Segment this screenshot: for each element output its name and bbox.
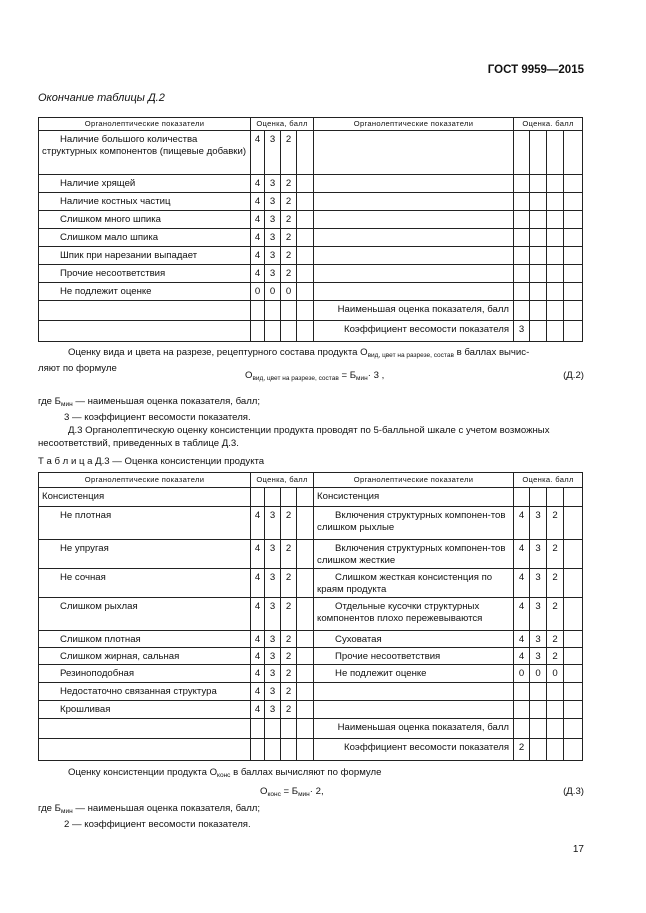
text: Оценку консистенции продукта О — [68, 767, 218, 778]
score-cell — [297, 321, 314, 342]
table-row — [39, 193, 583, 211]
text: 2 — коэффициент весомости показателя. — [64, 819, 251, 830]
score-cell: 3 — [265, 131, 281, 175]
score-cell — [564, 701, 583, 719]
score-cell — [297, 488, 314, 507]
score-cell: 3 — [265, 598, 281, 631]
table-row — [39, 229, 583, 247]
indicator-cell — [39, 739, 251, 761]
subscript: вид, цвет на разрезе, состав — [367, 352, 454, 359]
score-cell: 4 — [251, 631, 265, 648]
document-code: ГОСТ 9959—2015 — [487, 64, 584, 76]
score-cell: 3 — [265, 648, 281, 665]
score-cell — [530, 739, 547, 761]
score-cell — [297, 739, 314, 761]
score-cell: 2 — [281, 683, 297, 701]
text: в баллах вычис- — [453, 347, 530, 358]
score-cell: 0 — [547, 665, 564, 683]
formula-d2-number: (Д.2) — [563, 370, 584, 381]
score-cell: 3 — [514, 321, 530, 342]
score-cell: 3 — [265, 175, 281, 193]
score-cell: 3 — [265, 193, 281, 211]
indicator-cell: Слишком мало шпика — [39, 229, 251, 247]
score-cell — [265, 488, 281, 507]
score-cell: 3 — [265, 683, 281, 701]
score-cell: 4 — [251, 175, 265, 193]
score-cell: 4 — [251, 540, 265, 569]
score-cell — [514, 488, 530, 507]
score-cell: 0 — [514, 665, 530, 683]
score-cell — [514, 683, 530, 701]
score-cell — [530, 247, 547, 265]
score-cell — [281, 488, 297, 507]
score-cell: 2 — [281, 648, 297, 665]
score-cell — [514, 247, 530, 265]
indicator-cell: Включения структурных компонен-тов слишком жесткие — [314, 540, 514, 569]
score-cell — [265, 321, 281, 342]
column-header: Органолептические показатели — [39, 118, 251, 131]
score-cell — [251, 301, 265, 321]
score-cell — [530, 488, 547, 507]
subscript: мин — [60, 401, 73, 408]
score-cell — [564, 175, 583, 193]
score-cell: 4 — [251, 265, 265, 283]
score-cell — [251, 739, 265, 761]
indicator-cell — [314, 683, 514, 701]
table-row — [39, 739, 583, 761]
score-cell — [547, 719, 564, 739]
text: · 3 , — [367, 370, 385, 381]
table-row — [39, 301, 583, 321]
score-cell — [297, 631, 314, 648]
indicator-cell: Прочие несоответствия — [314, 648, 514, 665]
column-header: Оценка, балл — [251, 473, 314, 488]
indicator-cell: Не сочная — [39, 569, 251, 598]
score-cell — [564, 665, 583, 683]
score-cell: 3 — [530, 648, 547, 665]
table-header-row — [39, 473, 583, 488]
score-cell: 2 — [547, 540, 564, 569]
score-cell — [564, 683, 583, 701]
score-cell: 2 — [547, 631, 564, 648]
indicator-cell: Не подлежит оценке — [39, 283, 251, 301]
score-cell — [564, 131, 583, 175]
score-cell — [297, 598, 314, 631]
score-cell: 4 — [514, 569, 530, 598]
indicator-cell: Включения структурных компонен-тов слишком рыхлые — [314, 507, 514, 540]
indicator-cell: Наименьшая оценка показателя, балл — [314, 719, 514, 739]
score-cell — [530, 193, 547, 211]
text: 3 — коэффициент весомости показателя. — [64, 412, 251, 423]
score-cell: 2 — [281, 665, 297, 683]
score-cell — [564, 507, 583, 540]
score-cell — [564, 229, 583, 247]
score-cell — [564, 540, 583, 569]
score-cell: 4 — [251, 211, 265, 229]
text: = Б — [280, 786, 299, 797]
score-cell: 2 — [547, 507, 564, 540]
text: Оценку вида и цвета на разрезе, рецептурного состава продукта О — [68, 347, 368, 358]
score-cell: 3 — [265, 701, 281, 719]
score-cell — [547, 247, 564, 265]
score-cell — [281, 719, 297, 739]
indicator-cell — [39, 301, 251, 321]
score-cell — [547, 321, 564, 342]
text: О — [260, 786, 268, 797]
table-row — [39, 569, 583, 598]
indicator-cell: Слишком жирная, сальная — [39, 648, 251, 665]
score-cell — [251, 321, 265, 342]
table-row — [39, 283, 583, 301]
score-cell — [564, 283, 583, 301]
score-cell — [514, 719, 530, 739]
score-cell — [547, 265, 564, 283]
indicator-cell — [314, 265, 514, 283]
score-cell: 4 — [251, 665, 265, 683]
score-cell: 2 — [281, 229, 297, 247]
indicator-cell — [314, 211, 514, 229]
score-cell — [297, 665, 314, 683]
indicator-cell — [314, 175, 514, 193]
score-cell — [564, 211, 583, 229]
score-cell — [530, 321, 547, 342]
score-cell: 3 — [265, 229, 281, 247]
text: ляют по формуле — [38, 363, 117, 374]
text: О — [245, 370, 253, 381]
formula-d3 — [260, 786, 324, 798]
indicator-cell — [39, 321, 251, 342]
table-row — [39, 648, 583, 665]
table-row — [39, 211, 583, 229]
score-cell: 3 — [265, 507, 281, 540]
score-cell — [564, 265, 583, 283]
score-cell — [297, 283, 314, 301]
score-cell: 0 — [251, 283, 265, 301]
score-cell: 2 — [514, 739, 530, 761]
indicator-cell: Наличие хрящей — [39, 175, 251, 193]
score-cell — [265, 719, 281, 739]
score-cell: 4 — [251, 701, 265, 719]
subscript: мин — [298, 791, 310, 798]
score-cell — [251, 719, 265, 739]
indicator-cell: Наличие большого количества структурных компонентов (пищевые добавки) — [39, 131, 251, 175]
score-cell — [297, 247, 314, 265]
table-d3 — [38, 472, 583, 761]
indicator-cell — [314, 283, 514, 301]
score-cell: 2 — [281, 540, 297, 569]
score-cell: 2 — [281, 265, 297, 283]
score-cell: 0 — [265, 283, 281, 301]
score-cell: 2 — [547, 569, 564, 598]
score-cell — [547, 175, 564, 193]
score-cell — [514, 701, 530, 719]
score-cell — [297, 229, 314, 247]
score-cell — [547, 701, 564, 719]
score-cell — [564, 598, 583, 631]
score-cell: 4 — [251, 507, 265, 540]
indicator-cell: Слишком много шпика — [39, 211, 251, 229]
score-cell — [514, 283, 530, 301]
column-header: Оценка. балл — [514, 118, 583, 131]
column-header: Оценка, балл — [251, 118, 314, 131]
subscript: вид, цвет на разрезе, состав — [252, 375, 339, 382]
score-cell: 3 — [265, 631, 281, 648]
indicator-cell: Наименьшая оценка показателя, балл — [314, 301, 514, 321]
score-cell — [297, 265, 314, 283]
score-cell — [547, 488, 564, 507]
indicator-cell — [314, 193, 514, 211]
score-cell — [530, 175, 547, 193]
formula-d2 — [245, 370, 384, 382]
score-cell — [530, 211, 547, 229]
score-cell — [530, 719, 547, 739]
paragraph-d3-formula-intro — [68, 767, 381, 779]
score-cell: 4 — [251, 598, 265, 631]
score-cell: 2 — [281, 193, 297, 211]
indicator-cell: Наличие костных частиц — [39, 193, 251, 211]
subscript: мин — [356, 375, 368, 382]
indicator-cell: Коэффициент весомости показателя — [314, 739, 514, 761]
score-cell — [297, 569, 314, 598]
formula-d2-legend — [38, 395, 260, 424]
indicator-cell: Консистенция — [314, 488, 514, 507]
score-cell: 4 — [251, 648, 265, 665]
score-cell: 3 — [265, 265, 281, 283]
score-cell — [530, 683, 547, 701]
table-row — [39, 247, 583, 265]
score-cell — [564, 193, 583, 211]
score-cell — [530, 229, 547, 247]
formula-d3-number: (Д.3) — [563, 786, 584, 797]
indicator-cell — [314, 229, 514, 247]
score-cell — [530, 301, 547, 321]
text: · 2, — [309, 786, 324, 797]
score-cell — [297, 648, 314, 665]
score-cell — [564, 488, 583, 507]
table-row — [39, 631, 583, 648]
subscript: конс — [217, 772, 231, 779]
score-cell: 2 — [281, 701, 297, 719]
score-cell — [514, 193, 530, 211]
indicator-cell: Не упругая — [39, 540, 251, 569]
score-cell: 4 — [251, 193, 265, 211]
score-cell: 4 — [514, 598, 530, 631]
score-cell: 4 — [251, 229, 265, 247]
score-cell — [281, 301, 297, 321]
score-cell — [265, 739, 281, 761]
score-cell: 0 — [281, 283, 297, 301]
score-cell — [547, 301, 564, 321]
column-header: Оценка. балл — [514, 473, 583, 488]
score-cell — [265, 301, 281, 321]
column-header: Органолептические показатели — [314, 473, 514, 488]
score-cell: 4 — [251, 247, 265, 265]
indicator-cell: Резиноподобная — [39, 665, 251, 683]
text: Д.3 Органолептическую оценку консистенции продукта проводят по 5-балльной шкале с учетом возможных — [68, 425, 550, 436]
score-cell — [530, 701, 547, 719]
score-cell — [297, 175, 314, 193]
score-cell — [251, 488, 265, 507]
indicator-cell: Отдельные кусочки структурных компонентов плохо пережевываются — [314, 598, 514, 631]
score-cell: 0 — [530, 665, 547, 683]
table-row — [39, 131, 583, 175]
table-header-row — [39, 118, 583, 131]
score-cell — [530, 131, 547, 175]
score-cell: 4 — [514, 507, 530, 540]
score-cell — [564, 719, 583, 739]
table-row — [39, 701, 583, 719]
score-cell: 3 — [530, 540, 547, 569]
score-cell — [547, 683, 564, 701]
score-cell: 3 — [265, 247, 281, 265]
score-cell: 3 — [265, 569, 281, 598]
text: в баллах вычисляют по формуле — [230, 767, 382, 778]
subscript: мин — [60, 808, 73, 815]
score-cell — [297, 507, 314, 540]
table-d2 — [38, 117, 583, 342]
paragraph-d3 — [38, 424, 582, 450]
indicator-cell: Слишком плотная — [39, 631, 251, 648]
score-cell: 3 — [265, 665, 281, 683]
score-cell: 4 — [251, 683, 265, 701]
text: = Б — [338, 370, 357, 381]
score-cell — [297, 131, 314, 175]
score-cell — [530, 265, 547, 283]
score-cell: 2 — [547, 598, 564, 631]
indicator-cell — [314, 247, 514, 265]
score-cell — [564, 631, 583, 648]
score-cell — [514, 211, 530, 229]
indicator-cell — [314, 131, 514, 175]
score-cell — [564, 569, 583, 598]
score-cell — [514, 131, 530, 175]
indicator-cell: Не плотная — [39, 507, 251, 540]
table-row — [39, 265, 583, 283]
formula-d3-legend — [38, 802, 260, 831]
score-cell — [547, 739, 564, 761]
column-header: Органолептические показатели — [314, 118, 514, 131]
text: — наименьшая оценка показателя, балл; — [72, 396, 261, 407]
indicator-cell: Слишком рыхлая — [39, 598, 251, 631]
indicator-cell: Прочие несоответствия — [39, 265, 251, 283]
score-cell — [281, 321, 297, 342]
score-cell: 2 — [281, 631, 297, 648]
table-row — [39, 665, 583, 683]
page-number: 17 — [572, 844, 584, 855]
score-cell — [547, 211, 564, 229]
table-d3-caption: Т а б л и ц а Д.3 — Оценка консистенции продукта — [38, 456, 265, 467]
table-row — [39, 321, 583, 342]
table-row — [39, 683, 583, 701]
score-cell — [297, 683, 314, 701]
table-row — [39, 507, 583, 540]
table-d2-caption: Окончание таблицы Д.2 — [38, 92, 165, 104]
indicator-cell: Шпик при нарезании выпадает — [39, 247, 251, 265]
score-cell — [297, 719, 314, 739]
score-cell — [564, 739, 583, 761]
score-cell: 3 — [530, 569, 547, 598]
score-cell — [297, 193, 314, 211]
score-cell: 3 — [530, 598, 547, 631]
score-cell: 4 — [514, 540, 530, 569]
score-cell: 2 — [547, 648, 564, 665]
indicator-cell: Крошливая — [39, 701, 251, 719]
score-cell — [297, 701, 314, 719]
score-cell: 4 — [514, 631, 530, 648]
score-cell — [297, 301, 314, 321]
table-row — [39, 598, 583, 631]
score-cell — [547, 193, 564, 211]
score-cell — [514, 175, 530, 193]
text: — наименьшая оценка показателя, балл; — [72, 803, 261, 814]
score-cell: 4 — [514, 648, 530, 665]
column-header: Органолептические показатели — [39, 473, 251, 488]
score-cell: 3 — [265, 540, 281, 569]
indicator-cell: Коэффициент весомости показателя — [314, 321, 514, 342]
score-cell — [514, 229, 530, 247]
indicator-cell — [39, 719, 251, 739]
indicator-cell: Слишком жесткая консистенция по краям продукта — [314, 569, 514, 598]
score-cell — [297, 211, 314, 229]
score-cell — [297, 540, 314, 569]
score-cell: 3 — [265, 211, 281, 229]
score-cell — [547, 229, 564, 247]
score-cell — [514, 301, 530, 321]
text: где Б — [38, 803, 61, 814]
table-row — [39, 175, 583, 193]
indicator-cell: Недостаточно связанная структура — [39, 683, 251, 701]
score-cell — [281, 739, 297, 761]
score-cell: 3 — [530, 631, 547, 648]
score-cell — [547, 131, 564, 175]
score-cell: 2 — [281, 507, 297, 540]
score-cell — [564, 321, 583, 342]
indicator-cell: Суховатая — [314, 631, 514, 648]
score-cell: 2 — [281, 247, 297, 265]
text: где Б — [38, 396, 61, 407]
score-cell: 4 — [251, 131, 265, 175]
indicator-cell: Консистенция — [39, 488, 251, 507]
table-row — [39, 488, 583, 507]
score-cell — [530, 283, 547, 301]
text: несоответствий, приведенных в таблице Д.3. — [38, 438, 239, 449]
score-cell — [547, 283, 564, 301]
score-cell: 2 — [281, 131, 297, 175]
indicator-cell: Не подлежит оценке — [314, 665, 514, 683]
score-cell — [564, 247, 583, 265]
subscript: конс — [267, 791, 281, 798]
score-cell — [564, 648, 583, 665]
table-row — [39, 719, 583, 739]
indicator-cell — [314, 701, 514, 719]
score-cell: 4 — [251, 569, 265, 598]
score-cell: 2 — [281, 598, 297, 631]
score-cell — [564, 301, 583, 321]
score-cell — [514, 265, 530, 283]
table-row — [39, 540, 583, 569]
score-cell: 2 — [281, 569, 297, 598]
score-cell: 3 — [530, 507, 547, 540]
score-cell: 2 — [281, 211, 297, 229]
score-cell: 2 — [281, 175, 297, 193]
